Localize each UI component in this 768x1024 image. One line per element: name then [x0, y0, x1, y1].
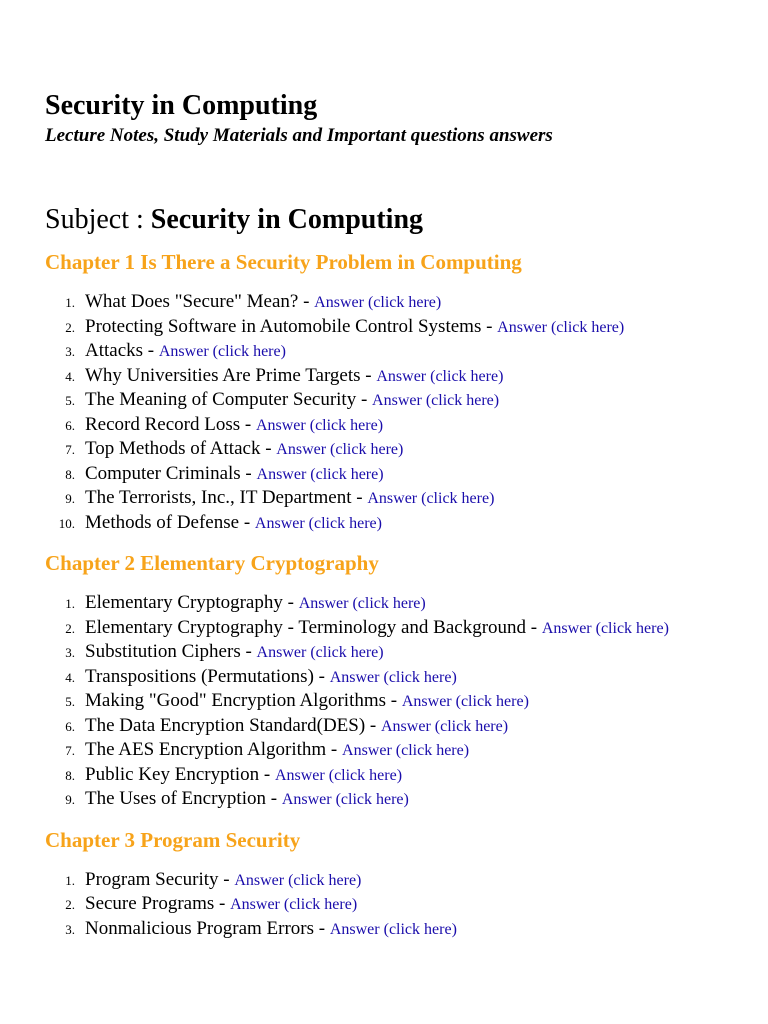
answer-link[interactable]: Answer (click here) — [367, 490, 495, 507]
question-text: Methods of Defense - — [85, 511, 255, 533]
question-text: The Terrorists, Inc., IT Department - — [85, 487, 368, 508]
subject-line — [45, 202, 748, 238]
question-text: Elementary Cryptography - Terminology and Background - — [85, 616, 542, 638]
question-text: Record Record Loss - — [85, 413, 256, 435]
list-item — [45, 917, 748, 942]
question-text: Protecting Software in Automobile Control Systems - — [85, 315, 498, 337]
list-item — [45, 413, 748, 438]
item-number: 1. — [65, 872, 75, 888]
item-number: 1. — [65, 295, 75, 310]
question-text: Top Methods of Attack - — [85, 438, 277, 459]
item-number: 5. — [65, 393, 75, 408]
item-number: 7. — [65, 743, 75, 758]
answer-link[interactable]: Answer (click here) — [497, 318, 625, 336]
answer-link[interactable]: Answer (click here) — [298, 595, 426, 612]
item-number: 1. — [65, 596, 75, 611]
answer-link[interactable]: Answer (click here) — [541, 619, 669, 637]
document-page — [45, 88, 748, 951]
answer-link[interactable]: Answer (click here) — [329, 920, 457, 938]
item-number: 2. — [65, 897, 75, 912]
page-subtitle: Lecture Notes, Study Materials and Important questions answers — [45, 125, 553, 146]
subject-value: Security in Computing — [150, 204, 424, 235]
list-item — [45, 486, 748, 511]
question-text: Public Key Encryption - — [85, 763, 275, 785]
chapter-heading-1: Chapter 1 Is There a Security Problem in Computing — [45, 250, 522, 274]
item-number: 3. — [65, 344, 75, 359]
list-item — [45, 388, 748, 413]
chapter-3-question-list — [45, 868, 748, 942]
question-text: Why Universities Are Prime Targets - — [85, 364, 377, 386]
question-text: What Does "Secure" Mean? - — [85, 291, 315, 312]
question-text: The AES Encryption Algorithm - — [85, 739, 343, 760]
answer-link[interactable]: Answer (click here) — [376, 367, 504, 385]
question-text: Attacks - — [85, 340, 159, 361]
answer-link[interactable]: Answer (click here) — [256, 465, 384, 483]
list-item — [45, 364, 748, 389]
item-number: 2. — [65, 620, 75, 636]
item-number: 8. — [65, 767, 75, 783]
item-number: 7. — [65, 442, 75, 457]
item-number: 10. — [58, 515, 75, 531]
chapter-heading-3: Chapter 3 Program Security — [45, 827, 301, 852]
item-number: 9. — [65, 491, 75, 506]
page-title: Security in Computing — [45, 90, 318, 121]
question-text: Nonmalicious Program Errors - — [85, 917, 330, 939]
list-item — [45, 591, 748, 616]
list-item — [45, 868, 748, 893]
answer-link[interactable]: Answer (click here) — [256, 644, 384, 661]
list-item — [45, 763, 748, 788]
item-number: 3. — [65, 645, 75, 660]
answer-link[interactable]: Answer (click here) — [254, 514, 382, 532]
list-item — [45, 892, 748, 917]
item-number: 6. — [65, 718, 75, 734]
list-item — [45, 787, 748, 812]
chapter-2-question-list — [45, 591, 748, 812]
list-item — [45, 689, 748, 714]
list-item — [45, 511, 748, 536]
list-item — [45, 315, 748, 340]
list-item — [45, 290, 748, 315]
list-item — [45, 665, 748, 690]
item-number: 9. — [65, 792, 75, 807]
answer-link[interactable]: Answer (click here) — [276, 441, 404, 458]
list-item — [45, 437, 748, 462]
question-text: Program Security - — [85, 868, 235, 890]
answer-link[interactable]: Answer (click here) — [230, 896, 358, 913]
answer-link[interactable]: Answer (click here) — [281, 791, 409, 808]
item-number: 4. — [65, 368, 75, 384]
list-item — [45, 616, 748, 641]
item-number: 6. — [65, 417, 75, 433]
item-number: 8. — [65, 466, 75, 482]
answer-link[interactable]: Answer (click here) — [342, 742, 470, 759]
question-text: Making "Good" Encryption Algorithms - — [85, 690, 402, 711]
question-text: Secure Programs - — [85, 893, 231, 914]
question-text: The Data Encryption Standard(DES) - — [85, 714, 381, 736]
item-number: 3. — [65, 921, 75, 937]
chapter-1-question-list — [45, 290, 748, 535]
question-text: Elementary Cryptography - — [85, 592, 299, 613]
subject-label: Subject : — [45, 204, 151, 235]
answer-link[interactable]: Answer (click here) — [381, 717, 509, 735]
chapter-heading-2: Chapter 2 Elementary Cryptography — [45, 551, 379, 575]
answer-link[interactable]: Answer (click here) — [372, 392, 500, 409]
question-text: Substitution Ciphers - — [85, 641, 257, 662]
question-text: The Uses of Encryption - — [85, 788, 282, 809]
list-item — [45, 714, 748, 739]
item-number: 2. — [65, 319, 75, 335]
answer-link[interactable]: Answer (click here) — [329, 668, 457, 686]
answer-link[interactable]: Answer (click here) — [158, 343, 286, 360]
list-item — [45, 738, 748, 763]
list-item — [45, 640, 748, 665]
item-number: 5. — [65, 694, 75, 709]
question-text: Transpositions (Permutations) - — [85, 665, 330, 687]
question-text: Computer Criminals - — [85, 462, 257, 484]
answer-link[interactable]: Answer (click here) — [401, 693, 529, 710]
question-text: The Meaning of Computer Security - — [85, 389, 373, 410]
list-item — [45, 462, 748, 487]
answer-link[interactable]: Answer (click here) — [274, 766, 403, 784]
list-item — [45, 339, 748, 364]
answer-link[interactable]: Answer (click here) — [314, 294, 442, 311]
answer-link[interactable]: Answer (click here) — [255, 416, 384, 434]
item-number: 4. — [65, 669, 75, 685]
answer-link[interactable]: Answer (click here) — [234, 871, 362, 889]
